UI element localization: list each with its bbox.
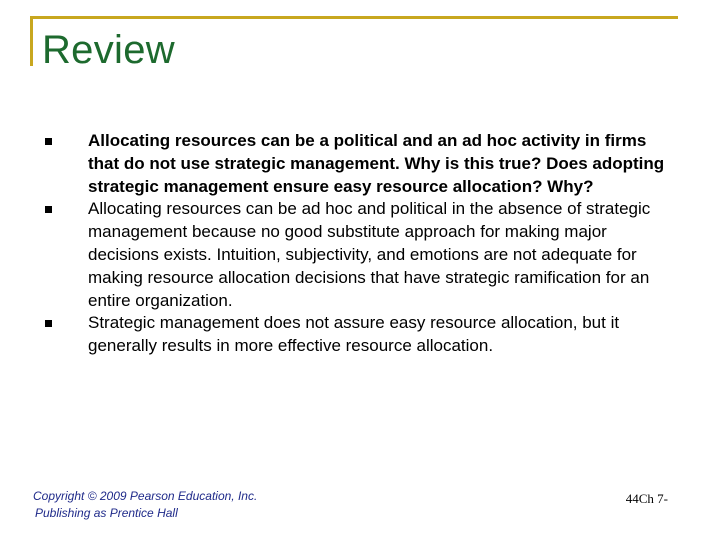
- bullet-list: [44, 130, 680, 358]
- bullet-item-answer: [44, 198, 680, 312]
- page-number: 44Ch 7-: [625, 491, 668, 506]
- bullet-item-question: [44, 130, 680, 198]
- bullet-text: Allocating resources can be ad hoc and political in the absence of strategic management because no good substitute approach for making major decisions exists. Intuition, subjectivity, and emotions are not adequate for making resource allocation decisions that have strategic ramification for an entire organization.: [88, 199, 651, 310]
- frame-top-rule: [30, 16, 678, 19]
- copyright-notice: [33, 488, 257, 522]
- bullet-text: Strategic management does not assure easy resource allocation, but it generally results in more effective resource allocation.: [88, 313, 620, 356]
- square-bullet-icon: [45, 320, 52, 327]
- bullet-item-conclusion: [44, 312, 680, 358]
- bullet-text: Allocating resources can be a political and an ad hoc activity in firms that do not use strategic management. Why is this true? Does adopting strategic management ensure easy resource allocation? Why?: [88, 131, 665, 196]
- copyright-line: Copyright © 2009 Pearson Education, Inc.: [33, 489, 258, 503]
- frame-left-rule: [30, 16, 33, 66]
- square-bullet-icon: [45, 138, 52, 145]
- publisher-line: Publishing as Prentice Hall: [35, 506, 178, 520]
- slide-title: Review: [42, 28, 175, 72]
- square-bullet-icon: [45, 206, 52, 213]
